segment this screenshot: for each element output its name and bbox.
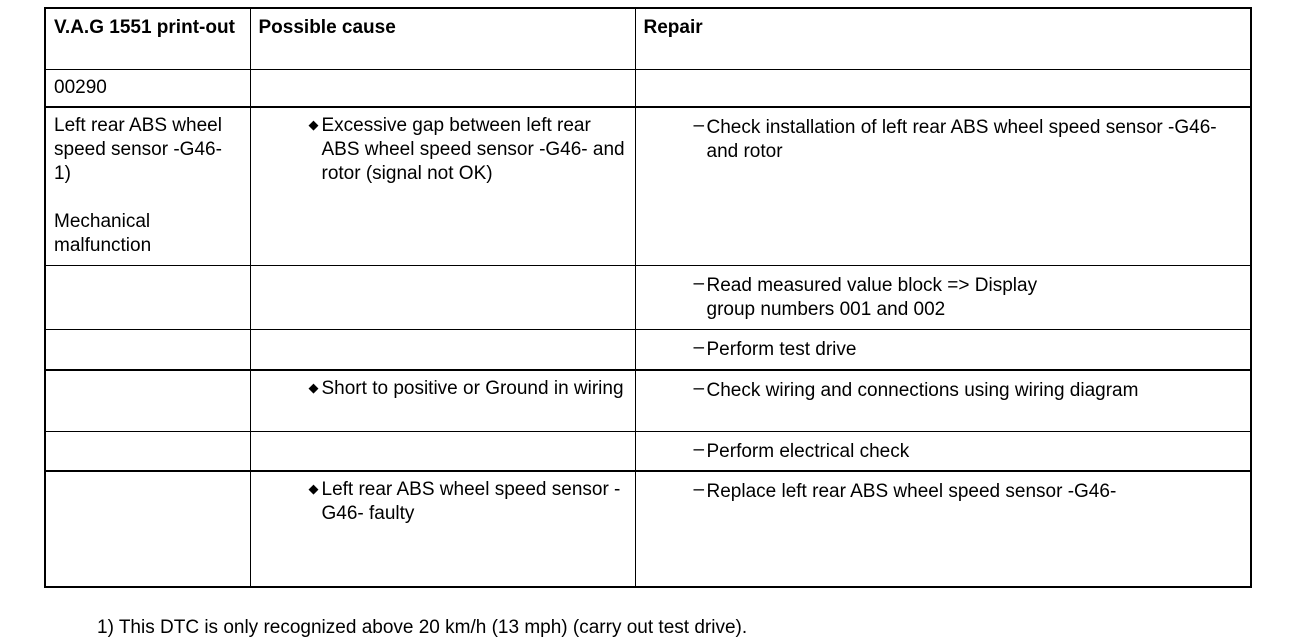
repair-item <box>644 336 1243 362</box>
bullet-icon: ◆ <box>308 380 319 395</box>
dash-icon: – <box>693 378 705 399</box>
repair-item <box>644 478 1243 504</box>
empty-cell <box>250 431 635 471</box>
header-row <box>45 8 1251 69</box>
fault-description-cell <box>45 107 250 265</box>
empty-cell <box>635 69 1251 107</box>
empty-cell <box>45 265 250 329</box>
repair-text: Read measured value block => Display group numbers 001 and 002 <box>706 274 1038 320</box>
fault-table <box>44 7 1252 588</box>
repair-item <box>644 114 1243 164</box>
cause-item <box>259 377 627 401</box>
cause-cell <box>250 370 635 431</box>
repair-cell <box>635 431 1251 471</box>
repair-cell <box>635 107 1251 265</box>
bullet-icon: ◆ <box>308 481 319 496</box>
header-possible-cause: Possible cause <box>250 8 635 69</box>
table-row <box>45 329 1251 370</box>
footnote: 1) This DTC is only recognized above 20 km/h (13 mph) (carry out test drive). <box>97 617 748 638</box>
table-row <box>45 370 1251 431</box>
bullet-icon: ◆ <box>308 117 319 132</box>
table-row <box>45 265 1251 329</box>
cause-text: Left rear ABS wheel speed sensor -G46- faulty <box>321 479 621 524</box>
empty-cell <box>45 370 250 431</box>
repair-cell <box>635 329 1251 370</box>
repair-cell <box>635 471 1251 587</box>
repair-text: Perform electrical check <box>706 440 910 462</box>
cause-cell <box>250 471 635 587</box>
repair-item <box>644 272 1243 322</box>
empty-cell <box>45 431 250 471</box>
empty-cell <box>250 329 635 370</box>
table-row <box>45 471 1251 587</box>
repair-cell <box>635 370 1251 431</box>
repair-item <box>644 438 1243 464</box>
empty-cell <box>250 265 635 329</box>
dash-icon: – <box>693 479 705 500</box>
cause-cell <box>250 107 635 265</box>
table-row <box>45 431 1251 471</box>
repair-text: Check wiring and connections using wiring diagram <box>706 380 1139 401</box>
cause-item <box>259 114 627 186</box>
dtc-code: 00290 <box>45 69 250 107</box>
dash-icon: – <box>693 336 705 358</box>
repair-text: Perform test drive <box>706 338 857 360</box>
repair-text: Check installation of left rear ABS wheel speed sensor -G46- and rotor <box>706 117 1217 162</box>
code-row <box>45 69 1251 107</box>
dash-icon: – <box>693 115 705 136</box>
cause-text: Excessive gap between left rear ABS wheel speed sensor -G46- and rotor (signal not OK) <box>321 115 625 184</box>
repair-text: Replace left rear ABS wheel speed sensor -G46- <box>706 481 1117 502</box>
empty-cell <box>250 69 635 107</box>
cause-text: Short to positive or Ground in wiring <box>321 378 624 399</box>
repair-item <box>644 377 1243 403</box>
cause-item <box>259 478 627 526</box>
empty-cell <box>45 471 250 587</box>
header-vag-printout: V.A.G 1551 print-out <box>45 8 250 69</box>
dash-icon: – <box>693 438 705 460</box>
header-repair: Repair <box>635 8 1251 69</box>
dash-icon: – <box>693 272 705 294</box>
fault-text: Left rear ABS wheel speed sensor -G46- 1) <box>54 115 222 184</box>
repair-cell <box>635 265 1251 329</box>
empty-cell <box>45 329 250 370</box>
table-row <box>45 107 1251 265</box>
fault-type: Mechanical malfunction <box>54 211 152 256</box>
